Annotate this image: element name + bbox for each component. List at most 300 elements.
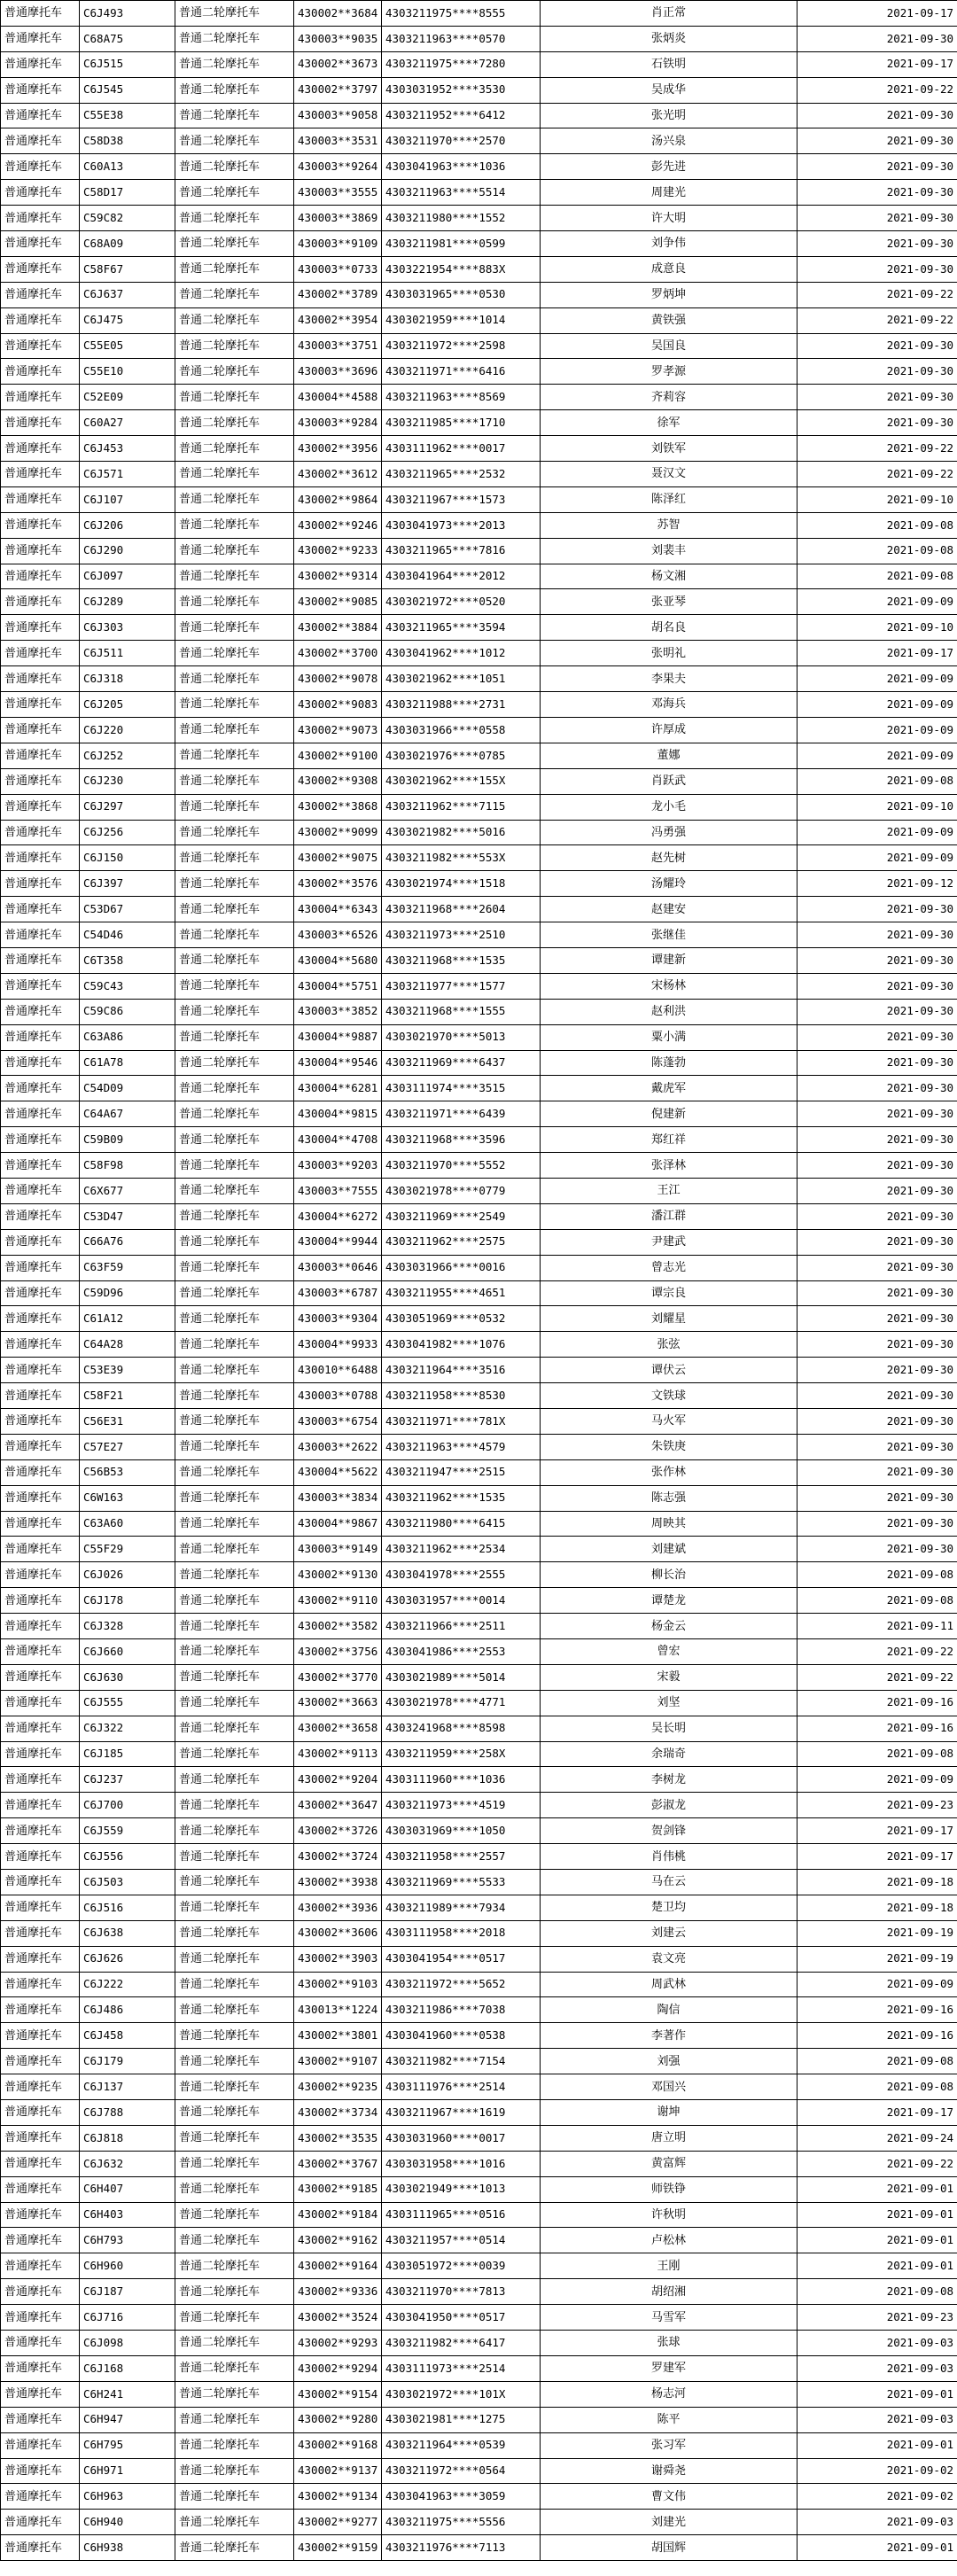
owner-name-cell: 唐立明 bbox=[541, 2125, 798, 2151]
vehicle-model-cell: 普通二轮摩托车 bbox=[175, 1639, 294, 1665]
table-row bbox=[1, 768, 957, 794]
vehicle-model-cell: 普通二轮摩托车 bbox=[175, 1511, 294, 1537]
plate-number-cell: C59C86 bbox=[80, 999, 175, 1024]
record-code-cell: 430002**3535 bbox=[294, 2125, 382, 2151]
vehicle-model-cell: 普通二轮摩托车 bbox=[175, 206, 294, 231]
table-row bbox=[1, 256, 957, 282]
id-number-cell: 4303021982****5016 bbox=[382, 820, 541, 845]
owner-name-cell: 刘耀星 bbox=[541, 1306, 798, 1332]
date-cell: 2021-09-30 bbox=[798, 154, 957, 180]
vehicle-model-cell: 普通二轮摩托车 bbox=[175, 1076, 294, 1101]
record-code-cell: 430003**9035 bbox=[294, 26, 382, 51]
table-row bbox=[1, 462, 957, 487]
record-code-cell: 430002**3938 bbox=[294, 1870, 382, 1895]
record-code-cell: 430003**2622 bbox=[294, 1434, 382, 1459]
date-cell: 2021-09-30 bbox=[798, 1408, 957, 1434]
plate-number-cell: C6W163 bbox=[80, 1485, 175, 1511]
record-code-cell: 430004**6272 bbox=[294, 1203, 382, 1229]
owner-name-cell: 张泽林 bbox=[541, 1153, 798, 1179]
plate-number-cell: C6J545 bbox=[80, 77, 175, 103]
vehicle-type-cell: 普通摩托车 bbox=[1, 1178, 80, 1203]
id-number-cell: 4303211981****0599 bbox=[382, 231, 541, 257]
vehicle-type-cell: 普通摩托车 bbox=[1, 512, 80, 538]
vehicle-model-cell: 普通二轮摩托车 bbox=[175, 1562, 294, 1588]
plate-number-cell: C6J818 bbox=[80, 2125, 175, 2151]
date-cell: 2021-09-16 bbox=[798, 1997, 957, 2023]
table-row bbox=[1, 1153, 957, 1179]
id-number-cell: 4303041960****0538 bbox=[382, 2023, 541, 2049]
date-cell: 2021-09-10 bbox=[798, 486, 957, 512]
owner-name-cell: 杨文湘 bbox=[541, 564, 798, 589]
date-cell: 2021-09-19 bbox=[798, 1920, 957, 1946]
date-cell: 2021-09-01 bbox=[798, 2253, 957, 2279]
owner-name-cell: 潘江群 bbox=[541, 1203, 798, 1229]
vehicle-model-cell: 普通二轮摩托车 bbox=[175, 1972, 294, 1997]
vehicle-type-cell: 普通摩托车 bbox=[1, 1870, 80, 1895]
vehicle-type-cell: 普通摩托车 bbox=[1, 2202, 80, 2228]
record-code-cell: 430004**5622 bbox=[294, 1459, 382, 1485]
id-number-cell: 4303031966****0016 bbox=[382, 1255, 541, 1280]
table-row bbox=[1, 897, 957, 922]
record-code-cell: 430002**9107 bbox=[294, 2049, 382, 2074]
vehicle-type-cell: 普通摩托车 bbox=[1, 385, 80, 410]
vehicle-model-cell: 普通二轮摩托车 bbox=[175, 1459, 294, 1485]
plate-number-cell: C6H971 bbox=[80, 2458, 175, 2484]
record-code-cell: 430002**9130 bbox=[294, 1562, 382, 1588]
date-cell: 2021-09-30 bbox=[798, 1306, 957, 1332]
vehicle-type-cell: 普通摩托车 bbox=[1, 307, 80, 333]
vehicle-type-cell: 普通摩托车 bbox=[1, 1920, 80, 1946]
owner-name-cell: 周武林 bbox=[541, 1972, 798, 1997]
vehicle-type-cell: 普通摩托车 bbox=[1, 1229, 80, 1255]
record-code-cell: 430002**9134 bbox=[294, 2484, 382, 2510]
owner-name-cell: 李树龙 bbox=[541, 1767, 798, 1793]
table-row bbox=[1, 2023, 957, 2049]
vehicle-model-cell: 普通二轮摩托车 bbox=[175, 436, 294, 462]
owner-name-cell: 马在云 bbox=[541, 1870, 798, 1895]
vehicle-type-cell: 普通摩托车 bbox=[1, 615, 80, 641]
vehicle-model-cell: 普通二轮摩托车 bbox=[175, 256, 294, 282]
owner-name-cell: 文铁球 bbox=[541, 1383, 798, 1409]
vehicle-model-cell: 普通二轮摩托车 bbox=[175, 2484, 294, 2510]
record-code-cell: 430003**9058 bbox=[294, 103, 382, 128]
vehicle-model-cell: 普通二轮摩托车 bbox=[175, 1358, 294, 1383]
id-number-cell: 4303021949****1013 bbox=[382, 2176, 541, 2202]
record-code-cell: 430002**3673 bbox=[294, 51, 382, 77]
vehicle-model-cell: 普通二轮摩托车 bbox=[175, 1818, 294, 1844]
vehicle-type-cell: 普通摩托车 bbox=[1, 2228, 80, 2253]
record-code-cell: 430002**3658 bbox=[294, 1716, 382, 1741]
date-cell: 2021-09-09 bbox=[798, 666, 957, 692]
owner-name-cell: 曹文伟 bbox=[541, 2484, 798, 2510]
vehicle-type-cell: 普通摩托车 bbox=[1, 1459, 80, 1485]
table-row bbox=[1, 1741, 957, 1767]
vehicle-type-cell: 普通摩托车 bbox=[1, 1793, 80, 1818]
owner-name-cell: 郑红祥 bbox=[541, 1127, 798, 1153]
id-number-cell: 4303211985****1710 bbox=[382, 410, 541, 436]
plate-number-cell: C54D09 bbox=[80, 1076, 175, 1101]
plate-number-cell: C6J206 bbox=[80, 512, 175, 538]
record-code-cell: 430004**9933 bbox=[294, 1332, 382, 1358]
id-number-cell: 4303211969****2549 bbox=[382, 1203, 541, 1229]
owner-name-cell: 刘铁军 bbox=[541, 436, 798, 462]
record-code-cell: 430003**3751 bbox=[294, 333, 382, 359]
owner-name-cell: 戴虎军 bbox=[541, 1076, 798, 1101]
record-code-cell: 430003**6754 bbox=[294, 1408, 382, 1434]
id-number-cell: 4303031960****0017 bbox=[382, 2125, 541, 2151]
table-row bbox=[1, 77, 957, 103]
record-code-cell: 430002**9233 bbox=[294, 538, 382, 564]
date-cell: 2021-09-30 bbox=[798, 256, 957, 282]
date-cell: 2021-09-30 bbox=[798, 1153, 957, 1179]
vehicle-type-cell: 普通摩托车 bbox=[1, 1614, 80, 1639]
table-body bbox=[1, 1, 957, 2561]
date-cell: 2021-09-30 bbox=[798, 973, 957, 999]
vehicle-type-cell: 普通摩托车 bbox=[1, 1844, 80, 1870]
id-number-cell: 4303041963****1036 bbox=[382, 154, 541, 180]
table-row bbox=[1, 2049, 957, 2074]
record-code-cell: 430002**9314 bbox=[294, 564, 382, 589]
plate-number-cell: C6J230 bbox=[80, 768, 175, 794]
owner-name-cell: 李著作 bbox=[541, 2023, 798, 2049]
id-number-cell: 4303211962****7115 bbox=[382, 794, 541, 820]
vehicle-model-cell: 普通二轮摩托车 bbox=[175, 1741, 294, 1767]
table-row bbox=[1, 1895, 957, 1920]
vehicle-model-cell: 普通二轮摩托车 bbox=[175, 2253, 294, 2279]
date-cell: 2021-09-30 bbox=[798, 1127, 957, 1153]
plate-number-cell: C6J026 bbox=[80, 1562, 175, 1588]
id-number-cell: 4303211963****0570 bbox=[382, 26, 541, 51]
vehicle-type-cell: 普通摩托车 bbox=[1, 2510, 80, 2535]
record-code-cell: 430002**3734 bbox=[294, 2100, 382, 2126]
plate-number-cell: C6J289 bbox=[80, 589, 175, 615]
table-row bbox=[1, 1614, 957, 1639]
record-code-cell: 430002**3767 bbox=[294, 2151, 382, 2176]
id-number-cell: 4303211958****8530 bbox=[382, 1383, 541, 1409]
id-number-cell: 4303211969****5533 bbox=[382, 1870, 541, 1895]
table-row bbox=[1, 307, 957, 333]
record-code-cell: 430002**3663 bbox=[294, 1690, 382, 1716]
owner-name-cell: 刘坚 bbox=[541, 1690, 798, 1716]
plate-number-cell: C60A13 bbox=[80, 154, 175, 180]
plate-number-cell: C54D46 bbox=[80, 922, 175, 948]
vehicle-type-cell: 普通摩托车 bbox=[1, 2381, 80, 2407]
vehicle-type-cell: 普通摩托车 bbox=[1, 2331, 80, 2356]
date-cell: 2021-09-08 bbox=[798, 512, 957, 538]
record-code-cell: 430002**9162 bbox=[294, 2228, 382, 2253]
record-code-cell: 430003**6787 bbox=[294, 1280, 382, 1306]
vehicle-type-cell: 普通摩托车 bbox=[1, 282, 80, 307]
record-code-cell: 430002**9246 bbox=[294, 512, 382, 538]
table-row bbox=[1, 1767, 957, 1793]
plate-number-cell: C61A12 bbox=[80, 1306, 175, 1332]
record-code-cell: 430003**9304 bbox=[294, 1306, 382, 1332]
plate-number-cell: C63A86 bbox=[80, 1024, 175, 1050]
date-cell: 2021-09-30 bbox=[798, 180, 957, 206]
owner-name-cell: 聂汉文 bbox=[541, 462, 798, 487]
record-code-cell: 430002**9099 bbox=[294, 820, 382, 845]
vehicle-type-cell: 普通摩托车 bbox=[1, 1690, 80, 1716]
record-code-cell: 430002**9294 bbox=[294, 2355, 382, 2381]
table-row bbox=[1, 2331, 957, 2356]
owner-name-cell: 杨志河 bbox=[541, 2381, 798, 2407]
vehicle-type-cell: 普通摩托车 bbox=[1, 1383, 80, 1409]
table-row bbox=[1, 1997, 957, 2023]
record-code-cell: 430003**3869 bbox=[294, 206, 382, 231]
record-code-cell: 430004**9815 bbox=[294, 1101, 382, 1127]
vehicle-model-cell: 普通二轮摩托车 bbox=[175, 2074, 294, 2100]
record-code-cell: 430002**9075 bbox=[294, 845, 382, 871]
record-code-cell: 430002**9168 bbox=[294, 2432, 382, 2458]
table-row bbox=[1, 2253, 957, 2279]
table-row bbox=[1, 1076, 957, 1101]
vehicle-model-cell: 普通二轮摩托车 bbox=[175, 2331, 294, 2356]
vehicle-type-cell: 普通摩托车 bbox=[1, 333, 80, 359]
plate-number-cell: C6J205 bbox=[80, 692, 175, 718]
id-number-cell: 4303211966****2511 bbox=[382, 1614, 541, 1639]
date-cell: 2021-09-18 bbox=[798, 1870, 957, 1895]
record-code-cell: 430004**9944 bbox=[294, 1229, 382, 1255]
vehicle-model-cell: 普通二轮摩托车 bbox=[175, 820, 294, 845]
id-number-cell: 4303211989****7934 bbox=[382, 1895, 541, 1920]
table-row bbox=[1, 1383, 957, 1409]
plate-number-cell: C58F67 bbox=[80, 256, 175, 282]
id-number-cell: 4303211971****6439 bbox=[382, 1101, 541, 1127]
vehicle-type-cell: 普通摩托车 bbox=[1, 794, 80, 820]
table-row bbox=[1, 128, 957, 154]
vehicle-model-cell: 普通二轮摩托车 bbox=[175, 1280, 294, 1306]
plate-number-cell: C6J515 bbox=[80, 51, 175, 77]
vehicle-model-cell: 普通二轮摩托车 bbox=[175, 2202, 294, 2228]
plate-number-cell: C6J322 bbox=[80, 1716, 175, 1741]
owner-name-cell: 董娜 bbox=[541, 743, 798, 768]
vehicle-type-cell: 普通摩托车 bbox=[1, 2355, 80, 2381]
vehicle-type-cell: 普通摩托车 bbox=[1, 845, 80, 871]
vehicle-type-cell: 普通摩托车 bbox=[1, 973, 80, 999]
owner-name-cell: 陶信 bbox=[541, 1997, 798, 2023]
vehicle-type-cell: 普通摩托车 bbox=[1, 871, 80, 897]
vehicle-type-cell: 普通摩托车 bbox=[1, 717, 80, 743]
owner-name-cell: 陈蓬勃 bbox=[541, 1050, 798, 1076]
id-number-cell: 4303211962****2575 bbox=[382, 1229, 541, 1255]
plate-number-cell: C6J178 bbox=[80, 1588, 175, 1614]
owner-name-cell: 刘建云 bbox=[541, 1920, 798, 1946]
plate-number-cell: C6J168 bbox=[80, 2355, 175, 2381]
vehicle-model-cell: 普通二轮摩托车 bbox=[175, 2049, 294, 2074]
date-cell: 2021-09-30 bbox=[798, 1280, 957, 1306]
id-number-cell: 4303041973****2013 bbox=[382, 512, 541, 538]
vehicle-type-cell: 普通摩托车 bbox=[1, 1434, 80, 1459]
record-code-cell: 430004**6281 bbox=[294, 1076, 382, 1101]
date-cell: 2021-09-30 bbox=[798, 1101, 957, 1127]
table-row bbox=[1, 947, 957, 973]
date-cell: 2021-09-08 bbox=[798, 2049, 957, 2074]
vehicle-type-cell: 普通摩托车 bbox=[1, 154, 80, 180]
id-number-cell: 4303031952****3530 bbox=[382, 77, 541, 103]
table-row bbox=[1, 436, 957, 462]
owner-name-cell: 苏智 bbox=[541, 512, 798, 538]
plate-number-cell: C6J097 bbox=[80, 564, 175, 589]
vehicle-type-cell: 普通摩托车 bbox=[1, 692, 80, 718]
vehicle-type-cell: 普通摩托车 bbox=[1, 1255, 80, 1280]
owner-name-cell: 宋毅 bbox=[541, 1664, 798, 1690]
vehicle-type-cell: 普通摩托车 bbox=[1, 2151, 80, 2176]
vehicle-model-cell: 普通二轮摩托车 bbox=[175, 1485, 294, 1511]
owner-name-cell: 邓国兴 bbox=[541, 2074, 798, 2100]
date-cell: 2021-09-17 bbox=[798, 641, 957, 666]
date-cell: 2021-09-11 bbox=[798, 1614, 957, 1639]
record-code-cell: 430003**9109 bbox=[294, 231, 382, 257]
plate-number-cell: C6H960 bbox=[80, 2253, 175, 2279]
vehicle-model-cell: 普通二轮摩托车 bbox=[175, 1408, 294, 1434]
vehicle-type-cell: 普通摩托车 bbox=[1, 231, 80, 257]
vehicle-type-cell: 普通摩托车 bbox=[1, 1024, 80, 1050]
owner-name-cell: 陈志强 bbox=[541, 1485, 798, 1511]
plate-number-cell: C55E10 bbox=[80, 359, 175, 385]
vehicle-model-cell: 普通二轮摩托车 bbox=[175, 231, 294, 257]
record-code-cell: 430013**1224 bbox=[294, 1997, 382, 2023]
table-row bbox=[1, 1050, 957, 1076]
record-code-cell: 430003**9149 bbox=[294, 1537, 382, 1562]
vehicle-type-cell: 普通摩托车 bbox=[1, 1306, 80, 1332]
vehicle-model-cell: 普通二轮摩托车 bbox=[175, 2510, 294, 2535]
record-code-cell: 430003**6526 bbox=[294, 922, 382, 948]
owner-name-cell: 许秋明 bbox=[541, 2202, 798, 2228]
plate-number-cell: C6J303 bbox=[80, 615, 175, 641]
plate-number-cell: C53D67 bbox=[80, 897, 175, 922]
vehicle-model-cell: 普通二轮摩托车 bbox=[175, 1383, 294, 1409]
table-row bbox=[1, 1844, 957, 1870]
vehicle-type-cell: 普通摩托车 bbox=[1, 256, 80, 282]
record-code-cell: 430002**3524 bbox=[294, 2305, 382, 2331]
vehicle-model-cell: 普通二轮摩托车 bbox=[175, 1664, 294, 1690]
table-row bbox=[1, 2407, 957, 2432]
record-code-cell: 430002**9204 bbox=[294, 1767, 382, 1793]
owner-name-cell: 彭淑龙 bbox=[541, 1793, 798, 1818]
owner-name-cell: 陈平 bbox=[541, 2407, 798, 2432]
table-row bbox=[1, 1459, 957, 1485]
owner-name-cell: 赵利洪 bbox=[541, 999, 798, 1024]
vehicle-model-cell: 普通二轮摩托车 bbox=[175, 538, 294, 564]
vehicle-model-cell: 普通二轮摩托车 bbox=[175, 871, 294, 897]
record-code-cell: 430002**3789 bbox=[294, 282, 382, 307]
record-code-cell: 430002**3884 bbox=[294, 615, 382, 641]
table-row bbox=[1, 359, 957, 385]
owner-name-cell: 胡绍湘 bbox=[541, 2279, 798, 2305]
plate-number-cell: C55F29 bbox=[80, 1537, 175, 1562]
date-cell: 2021-09-03 bbox=[798, 2331, 957, 2356]
owner-name-cell: 肖正常 bbox=[541, 1, 798, 27]
id-number-cell: 4303041964****2012 bbox=[382, 564, 541, 589]
vehicle-type-cell: 普通摩托车 bbox=[1, 743, 80, 768]
table-row bbox=[1, 206, 957, 231]
id-number-cell: 4303041950****0517 bbox=[382, 2305, 541, 2331]
plate-number-cell: C6J179 bbox=[80, 2049, 175, 2074]
id-number-cell: 4303211958****2557 bbox=[382, 1844, 541, 1870]
vehicle-model-cell: 普通二轮摩托车 bbox=[175, 128, 294, 154]
table-row bbox=[1, 922, 957, 948]
date-cell: 2021-09-22 bbox=[798, 307, 957, 333]
record-code-cell: 430002**3868 bbox=[294, 794, 382, 820]
date-cell: 2021-09-09 bbox=[798, 845, 957, 871]
vehicle-model-cell: 普通二轮摩托车 bbox=[175, 666, 294, 692]
id-number-cell: 4303211982****553X bbox=[382, 845, 541, 871]
vehicle-model-cell: 普通二轮摩托车 bbox=[175, 2535, 294, 2561]
vehicle-type-cell: 普通摩托车 bbox=[1, 2305, 80, 2331]
record-code-cell: 430002**3954 bbox=[294, 307, 382, 333]
date-cell: 2021-09-30 bbox=[798, 410, 957, 436]
vehicle-type-cell: 普通摩托车 bbox=[1, 206, 80, 231]
vehicle-model-cell: 普通二轮摩托车 bbox=[175, 2279, 294, 2305]
record-code-cell: 430002**9235 bbox=[294, 2074, 382, 2100]
plate-number-cell: C6J486 bbox=[80, 1997, 175, 2023]
owner-name-cell: 张亚琴 bbox=[541, 589, 798, 615]
date-cell: 2021-09-09 bbox=[798, 692, 957, 718]
vehicle-model-cell: 普通二轮摩托车 bbox=[175, 2176, 294, 2202]
vehicle-type-cell: 普通摩托车 bbox=[1, 128, 80, 154]
plate-number-cell: C6J137 bbox=[80, 2074, 175, 2100]
plate-number-cell: C56B53 bbox=[80, 1459, 175, 1485]
owner-name-cell: 张光明 bbox=[541, 103, 798, 128]
id-number-cell: 4303221954****883X bbox=[382, 256, 541, 282]
date-cell: 2021-09-30 bbox=[798, 1229, 957, 1255]
vehicle-type-cell: 普通摩托车 bbox=[1, 1127, 80, 1153]
table-row bbox=[1, 692, 957, 718]
table-row bbox=[1, 282, 957, 307]
id-number-cell: 4303211965****2532 bbox=[382, 462, 541, 487]
date-cell: 2021-09-30 bbox=[798, 1434, 957, 1459]
vehicle-type-cell: 普通摩托车 bbox=[1, 1716, 80, 1741]
owner-name-cell: 胡国辉 bbox=[541, 2535, 798, 2561]
id-number-cell: 4303111976****2514 bbox=[382, 2074, 541, 2100]
plate-number-cell: C6X677 bbox=[80, 1178, 175, 1203]
table-row bbox=[1, 1793, 957, 1818]
record-code-cell: 430004**9546 bbox=[294, 1050, 382, 1076]
table-row bbox=[1, 2458, 957, 2484]
table-row bbox=[1, 564, 957, 589]
plate-number-cell: C6J516 bbox=[80, 1895, 175, 1920]
owner-name-cell: 谭伏云 bbox=[541, 1358, 798, 1383]
owner-name-cell: 李果夫 bbox=[541, 666, 798, 692]
vehicle-type-cell: 普通摩托车 bbox=[1, 1050, 80, 1076]
plate-number-cell: C6J555 bbox=[80, 1690, 175, 1716]
table-row bbox=[1, 385, 957, 410]
vehicle-model-cell: 普通二轮摩托车 bbox=[175, 26, 294, 51]
record-code-cell: 430002**9308 bbox=[294, 768, 382, 794]
id-number-cell: 4303241968****8598 bbox=[382, 1716, 541, 1741]
table-row bbox=[1, 2484, 957, 2510]
record-code-cell: 430002**9164 bbox=[294, 2253, 382, 2279]
vehicle-model-cell: 普通二轮摩托车 bbox=[175, 2355, 294, 2381]
vehicle-type-cell: 普通摩托车 bbox=[1, 1895, 80, 1920]
table-row bbox=[1, 820, 957, 845]
vehicle-type-cell: 普通摩托车 bbox=[1, 436, 80, 462]
table-row bbox=[1, 973, 957, 999]
plate-number-cell: C6J187 bbox=[80, 2279, 175, 2305]
id-number-cell: 4303211970****5552 bbox=[382, 1153, 541, 1179]
plate-number-cell: C6J632 bbox=[80, 2151, 175, 2176]
date-cell: 2021-09-01 bbox=[798, 2202, 957, 2228]
id-number-cell: 4303211975****7280 bbox=[382, 51, 541, 77]
owner-name-cell: 张弦 bbox=[541, 1332, 798, 1358]
vehicle-type-cell: 普通摩托车 bbox=[1, 1946, 80, 1972]
owner-name-cell: 朱铁庚 bbox=[541, 1434, 798, 1459]
plate-number-cell: C6J098 bbox=[80, 2331, 175, 2356]
id-number-cell: 4303111960****1036 bbox=[382, 1767, 541, 1793]
table-row bbox=[1, 1870, 957, 1895]
id-number-cell: 4303211955****4651 bbox=[382, 1280, 541, 1306]
record-code-cell: 430004**9887 bbox=[294, 1024, 382, 1050]
